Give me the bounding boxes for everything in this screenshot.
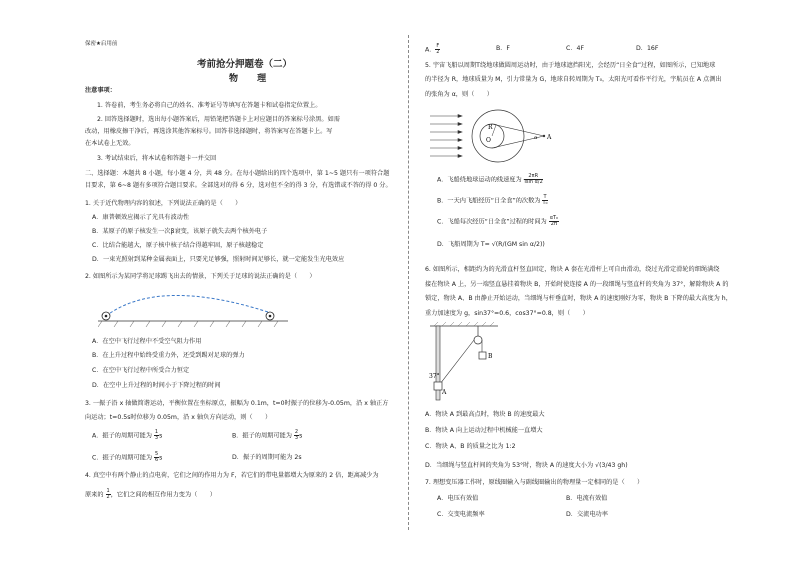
q7-option-d: D．交流电功率 bbox=[566, 511, 608, 518]
q1-option-b: B．某原子的原子核发生一次β衰变，该原子就失去两个核外电子 bbox=[92, 228, 268, 235]
label-alpha: α bbox=[534, 135, 538, 141]
q3-option-a: A．振子的周期可能为 $\frac{1}{3}$ s bbox=[92, 429, 163, 441]
label-r: R bbox=[488, 124, 493, 131]
q6-option-c: C．物块 A、B 的质量之比为 1:2 bbox=[425, 443, 516, 450]
q3-option-c: C．振子的周期可能为 $\frac{5}{6}$ s bbox=[92, 451, 163, 463]
q2-option-c: C．在空中飞行过程中所受合力恒定 bbox=[92, 367, 190, 374]
q5-option-c: C．飞船每次经历“日全食”过程的时间为 $\frac{\text{αT₀}}{2\pi}$ bbox=[437, 215, 559, 227]
question-7-stem: 7. 理想变压器工作时，原线圈输入与副线圈输出的物理量一定相同的是（ ） bbox=[425, 479, 644, 486]
note-line: 改动，用橡皮擦干净后，再选涂其他答案标号。回答非选择题时，将答案写在答题卡上。写 bbox=[85, 128, 333, 135]
q1-option-a: A．康普顿效应揭示了光具有波动性 bbox=[92, 214, 190, 221]
question-5-stem: 的半径为 R，地球质量为 M，引力常量为 G，地球自转周期为 T₀，太阳光可看作平行光，宇航员在 A 点测出 bbox=[425, 76, 722, 83]
note-line: 2. 回答选择题时，选出每小题答案后，用铅笔把答题卡上对应题目的答案标号涂黑。如需 bbox=[97, 116, 340, 123]
q6-option-b: B．物块 A 向上运动过程中机械能一直增大 bbox=[425, 427, 543, 434]
q5-option-d: D．飞船周期为 T= √(R/(GM sin α/2)) bbox=[437, 241, 545, 248]
q6-option-d: D．当细绳与竖直杆间的夹角为 53°时，物块 A 的速度大小为 √(3/43 gh) bbox=[425, 462, 628, 469]
secret-label: 保密★启用前 bbox=[85, 41, 118, 47]
subject-title: 物 理 bbox=[229, 74, 275, 84]
q5-option-b: B．一天内飞船经历“日全食”的次数为 $\frac{T}{\text{T₀}}$ bbox=[437, 194, 548, 206]
section-intro: 二、选择题：本题共 8 小题，每小题 4 分，共 48 分。在每小题给出的四个选项中，第 1~5 题只有一项符合题 bbox=[85, 170, 390, 177]
question-1-stem: 1. 关于近代物理内容的叙述，下列说法正确的是（ ） bbox=[85, 200, 242, 207]
note-line: 3. 考试结束后，将本试卷和答题卡一并交回 bbox=[97, 155, 217, 162]
q4-option-a: A． $\frac{F}{2}$ bbox=[425, 43, 440, 55]
column-divider bbox=[408, 35, 409, 530]
question-6-stem: 锁定，物块 A、B 由静止开始运动，当细绳与杆垂直时，物块 A 的速度刚好为零，物块 B 下降的最大高度为 h， bbox=[425, 295, 732, 302]
earth-orbit-figure bbox=[430, 106, 580, 166]
question-6-stem: 重力加速度为 g，sin37°=0.6，cos37°=0.8，则（ ） bbox=[425, 310, 589, 317]
question-3-stem: 3. 一振子沿 x 轴做简谐运动，平衡位置在坐标原点，振幅为 0.1m，t=0时振子的位移为-0.05m，沿 x 轴正方 bbox=[85, 400, 389, 407]
q6-option-a: A．物块 A 到最高点时，物块 B 的速度最大 bbox=[425, 411, 545, 418]
q4-option-d: D．16F bbox=[636, 45, 659, 52]
q2-option-a: A．在空中飞行过程中不受空气阻力作用 bbox=[92, 338, 202, 345]
q2-option-d: D．在空中上升过程的时间小于下降过程的时间 bbox=[92, 382, 221, 389]
q7-option-b: B．电流有效值 bbox=[566, 495, 608, 502]
q4-option-c: C．4F bbox=[566, 45, 585, 52]
question-3-stem: 向运动；t=0.5s时位移为 0.05m，沿 x 轴负方向运动，则（ ） bbox=[85, 414, 272, 421]
question-6-stem: 接在物块 A 上，另一端竖直悬挂着物块 B，开始时使连接 A 的一段细绳与竖直杆的夹角为 37°，解除物块 A 的 bbox=[425, 281, 729, 288]
question-2-stem: 2. 如图所示为某同学将足球踢飞出去的情景，下列关于足球的说法正确的是（ ） bbox=[85, 273, 316, 280]
question-4-stem: 4. 真空中有两个静止的点电荷，它们之间的作用力为 F，若它们的带电量都增大为原来的 2 倍，距离减少为 bbox=[85, 472, 379, 479]
label-o: O bbox=[486, 137, 491, 144]
question-5-stem: 的张角为 α，则（ ） bbox=[425, 91, 493, 98]
q7-option-c: C．交变电流频率 bbox=[437, 511, 485, 518]
q7-option-a: A．电压有效值 bbox=[437, 495, 479, 502]
notes-heading: 注意事项： bbox=[85, 87, 116, 94]
q2-option-b: B．在上升过程中始终受重力外，还受到踢对足球的弹力 bbox=[92, 352, 245, 359]
q3-option-d: D．振子的周期可能为 2s bbox=[232, 454, 302, 461]
label-a: A bbox=[547, 134, 552, 141]
label-a: A bbox=[442, 389, 447, 396]
question-4-stem: 原来的 $\frac{1}{2}$ ，它们之间的相互作用力变为（ ） bbox=[85, 488, 216, 500]
question-6-stem: 6. 如图所示，相距约为的光滑直杆竖直固定，物块 A 套在光滑杆上可自由滑动，绕过光滑定滑轮的细绳满绕 bbox=[425, 266, 720, 273]
label-angle: 37° bbox=[429, 373, 440, 380]
q1-option-d: D．一束光照射到某种金属表面上，只要光足够强，照射时间足够长，就一定能发生光电效应 bbox=[92, 256, 345, 263]
question-5-stem: 5. 宇宙飞船以周期T绕地球做圆周运动时，由于地球遮挡阳光，会经历“日全食”过程，如图所示，已知地球 bbox=[425, 62, 716, 69]
q1-option-c: C．比结合能越大，原子核中核子结合得越牢固，原子核越稳定 bbox=[92, 242, 264, 249]
note-line: 在本试卷上无效。 bbox=[85, 140, 135, 147]
q5-option-a: A．飞船绕地球运动的线速度为 $\frac{2\pi R}{\text{Tsin α/2}}$ bbox=[437, 173, 543, 185]
label-b: B bbox=[488, 353, 493, 360]
football-trajectory-figure bbox=[98, 285, 398, 330]
section-intro: 目要求，第 6~8 题有多项符合题目要求。全部选对的得 6 分，选对但不全的得 3 分，有选错或不答的得 0 分。 bbox=[85, 182, 392, 189]
note-line: 1. 答卷前，考生务必将自己的姓名、准考证号等填写在答题卡和试卷指定位置上。 bbox=[97, 102, 322, 109]
pulley-figure bbox=[428, 322, 508, 402]
page-title: 考前抢分押题卷（二） bbox=[197, 59, 293, 70]
q3-option-b: B．振子的周期可能为 $\frac{2}{3}$ s bbox=[232, 429, 303, 441]
q4-option-b: B．F bbox=[496, 45, 510, 52]
